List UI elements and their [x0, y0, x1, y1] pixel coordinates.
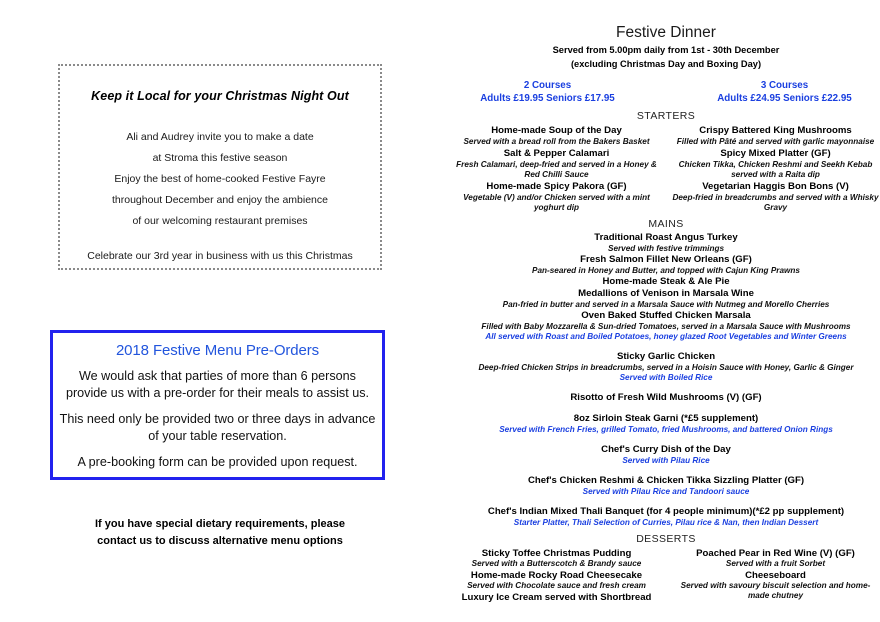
promo-line: Ali and Audrey invite you to make a date: [126, 131, 314, 143]
pricing-row: [452, 79, 880, 105]
pricing-heading: 3 Courses: [760, 80, 809, 91]
desserts-left-column: [452, 547, 666, 603]
section-heading-mains: MAINS: [648, 218, 684, 230]
preorder-paragraph: We would ask that parties of more than 6 persons provide us with a pre-order for their meals to assist us.: [65, 369, 370, 400]
promo-line: at Stroma this festive season: [152, 152, 288, 164]
section-heading-starters: STARTERS: [636, 110, 696, 122]
dish-name: Luxury Ice Cream served with Shortbread: [461, 592, 652, 603]
preorder-box: [50, 330, 385, 480]
menu-column: [452, 0, 880, 622]
dish-name: Sticky Toffee Christmas Pudding: [481, 548, 632, 559]
dish-description: Served with a Butterscotch & Brandy sauce: [471, 559, 642, 568]
desserts-grid: [452, 547, 880, 603]
section-heading-desserts: DESSERTS: [636, 533, 696, 545]
menu-title: Festive Dinner: [616, 24, 716, 41]
dish-name: Vegetarian Haggis Bon Bons (V): [702, 181, 849, 192]
dish-description: Pan-fried in butter and served in a Marsala Sauce with Nutmeg and Morello Cherries: [502, 300, 830, 309]
promo-closing-line: Celebrate our 3rd year in business with us this Christmas: [87, 250, 353, 262]
pricing-values: Adults £19.95 Seniors £17.95: [480, 93, 615, 104]
dish-name: Home-made Soup of the Day: [491, 125, 622, 136]
dish-description: Filled with Baby Mozzarella & Sun-dried Tomatoes, served in a Marsala Sauce with Mushrooms: [481, 322, 851, 331]
pricing-values: Adults £24.95 Seniors £22.95: [717, 93, 852, 104]
dish-description: Served with a fruit Sorbet: [725, 559, 826, 568]
dietary-note-line: contact us to discuss alternative menu options: [97, 535, 343, 547]
dish-name: Oven Baked Stuffed Chicken Marsala: [581, 310, 751, 321]
pricing-two-courses: [452, 79, 671, 105]
menu-subtitle-line: Served from 5.00pm daily from 1st - 30th December: [552, 45, 780, 55]
promo-box: [58, 64, 382, 270]
dish-name: Home-made Spicy Pakora (GF): [486, 181, 627, 192]
dish-note: Served with Boiled Rice: [619, 373, 713, 382]
pricing-three-courses: [671, 79, 880, 105]
dish-note: Served with Pilau Rice: [622, 456, 710, 465]
dish-description: Served with Chocolate sauce and fresh cream: [467, 581, 646, 590]
dish-name: Risotto of Fresh Wild Mushrooms (V) (GF): [570, 392, 762, 403]
starters-grid: [452, 124, 880, 213]
dish-description: Filled with Pâté and served with garlic mayonnaise: [676, 137, 875, 146]
dish-description: Chicken Tikka, Chicken Reshmi and Seekh Kebab served with a Raita dip: [678, 160, 873, 179]
dish-note: Served with Pilau Rice and Tandoori sauce: [582, 487, 750, 496]
dish-description: Deep-fried in breadcrumbs and served with a Whisky Gravy: [672, 193, 879, 212]
starters-left-column: [452, 124, 666, 213]
dish-name: Chef's Curry Dish of the Day: [601, 444, 731, 455]
promo-line: Enjoy the best of home-cooked Festive Fayre: [114, 173, 326, 185]
dish-name: Poached Pear in Red Wine (V) (GF): [696, 548, 855, 559]
dish-note: Served with French Fries, grilled Tomato, fried Mushrooms, and battered Onion Rings: [499, 425, 833, 434]
dish-name: Traditional Roast Angus Turkey: [594, 232, 738, 243]
dish-description: Served with festive trimmings: [607, 244, 725, 253]
dietary-note-line: If you have special dietary requirements, please: [94, 518, 346, 530]
dish-description: Vegetable (V) and/or Chicken served with a mint yoghurt dip: [463, 193, 650, 212]
dish-name: Chef's Chicken Reshmi & Chicken Tikka Sizzling Platter (GF): [527, 475, 805, 486]
dish-name: Home-made Steak & Ale Pie: [602, 276, 730, 287]
promo-lines: [60, 127, 380, 267]
dish-name: 8oz Sirloin Steak Garni (*£5 supplement): [573, 413, 759, 424]
dish-description: Fresh Calamari, deep-fried and served in a Honey & Red Chilli Sauce: [456, 160, 657, 179]
promo-line: of our welcoming restaurant premises: [132, 215, 308, 227]
promo-title: Keep it Local for your Christmas Night Out: [91, 89, 349, 103]
pricing-heading: 2 Courses: [523, 80, 572, 91]
dish-description: Deep-fried Chicken Strips in breadcrumbs, served in a Hoisin Sauce with Honey, Garlic & Ginger: [478, 363, 854, 372]
preorder-paragraph: A pre-booking form can be provided upon request.: [77, 455, 358, 469]
dish-name: Cheeseboard: [745, 570, 806, 581]
preorder-title: 2018 Festive Menu Pre-Orders: [115, 342, 320, 359]
dietary-note: [40, 516, 400, 550]
dish-description: Pan-seared in Honey and Butter, and topped with Cajun King Prawns: [532, 266, 800, 275]
dish-description: Served with a bread roll from the Bakers Basket: [463, 137, 650, 146]
dish-name: Sticky Garlic Chicken: [616, 351, 716, 362]
mains-list: [452, 232, 880, 528]
dish-name: Medallions of Venison in Marsala Wine: [578, 288, 754, 299]
dish-description: Served with savoury biscuit selection and home-made chutney: [680, 581, 871, 600]
starters-right-column: [666, 124, 880, 213]
dish-note: Starter Platter, Thali Selection of Curries, Pilau rice & Nan, then Indian Dessert: [513, 518, 819, 527]
dish-name: Chef's Indian Mixed Thali Banquet (for 4 people minimum)(*£2 pp supplement): [487, 506, 845, 517]
dish-name: Home-made Rocky Road Cheesecake: [470, 570, 643, 581]
dish-name: Spicy Mixed Platter (GF): [720, 148, 831, 159]
promo-line: throughout December and enjoy the ambience: [112, 194, 328, 206]
mains-all-served-note: All served with Roast and Boiled Potatoes, honey glazed Root Vegetables and Winter Greens: [485, 332, 847, 341]
dish-name: Salt & Pepper Calamari: [503, 148, 610, 159]
preorder-paragraph: This need only be provided two or three days in advance of your table reservation.: [59, 412, 376, 443]
dish-name: Fresh Salmon Fillet New Orleans (GF): [580, 254, 752, 265]
desserts-right-column: [666, 547, 880, 603]
menu-subtitle-line: (excluding Christmas Day and Boxing Day): [570, 59, 762, 69]
dish-name: Crispy Battered King Mushrooms: [699, 125, 852, 136]
